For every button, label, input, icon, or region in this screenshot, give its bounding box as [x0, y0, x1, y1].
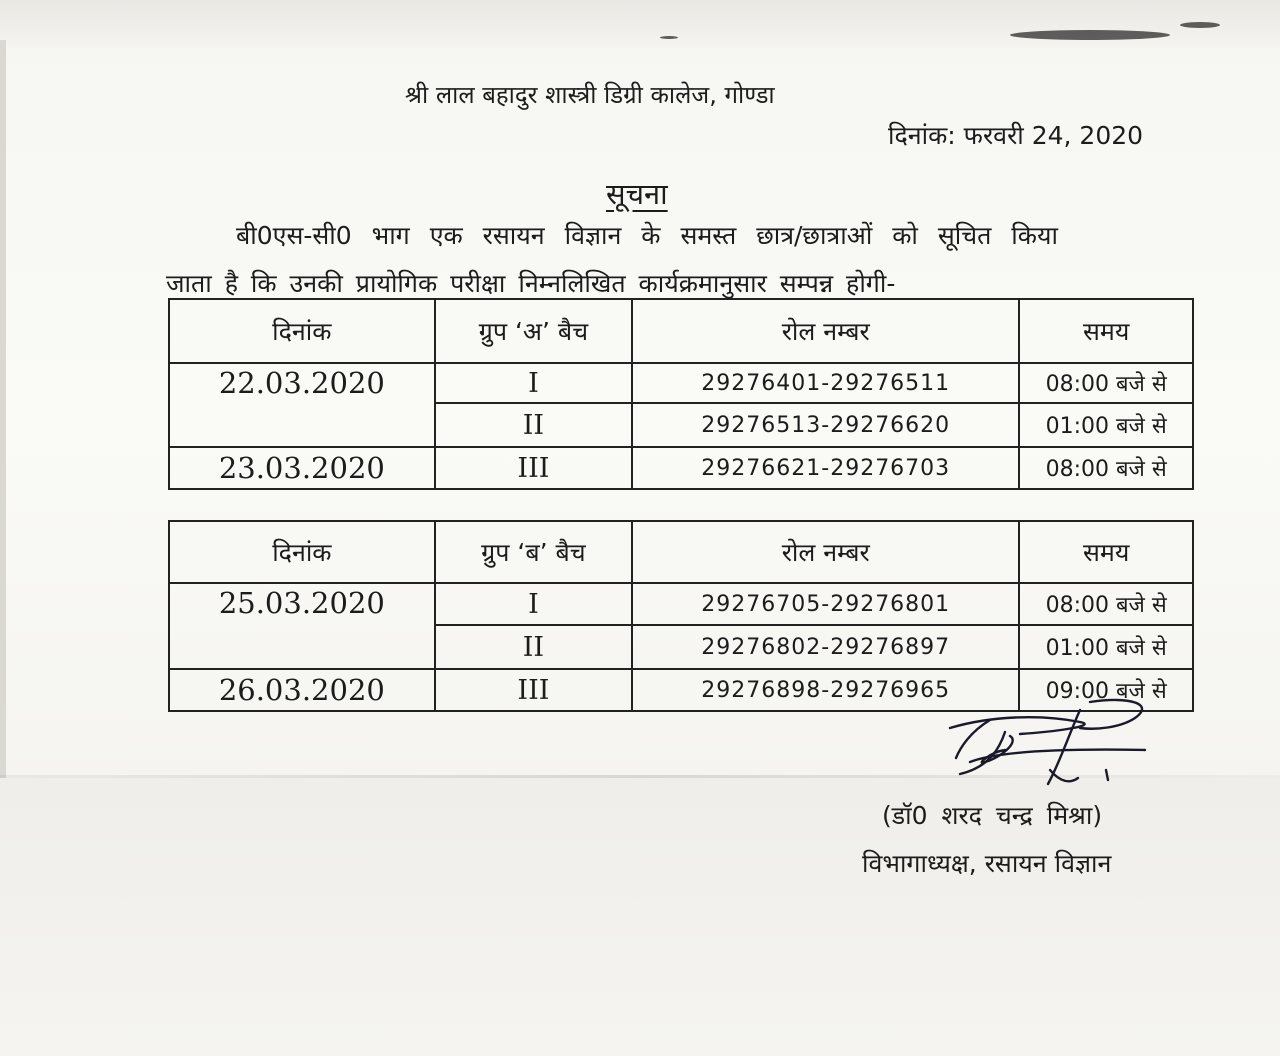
batch-cell: III [435, 669, 632, 711]
notice-paragraph-line-2: जाता है कि उनकी प्रायोगिक परीक्षा निम्नलिखित कार्यक्रमानुसार सम्पन्न होगी- [166, 269, 896, 298]
roll-number-cell: 29276621-29276703 [632, 447, 1019, 489]
batch-cell: III [435, 447, 632, 489]
ink-smudge [1010, 30, 1170, 40]
signature-image [930, 692, 1190, 802]
roll-number-cell: 29276898-29276965 [632, 669, 1019, 711]
table-header-row [169, 521, 1193, 583]
time-cell: 01:00 बजे से [1019, 403, 1193, 447]
header-batch: ग्रुप ‘अ’ बैच [435, 299, 632, 363]
batch-cell: I [435, 363, 632, 403]
roll-number-cell: 29276705-29276801 [632, 583, 1019, 625]
signatory-designation: विभागाध्यक्ष, रसायन विज्ञान [862, 849, 1112, 878]
header-roll-number: रोल नम्बर [632, 521, 1019, 583]
header-time: समय [1019, 299, 1193, 363]
ink-smudge [1180, 22, 1220, 28]
table-row [169, 583, 1193, 625]
roll-number-cell: 29276513-29276620 [632, 403, 1019, 447]
time-cell: 01:00 बजे से [1019, 625, 1193, 669]
signatory-name: (डॉ0 शरद चन्द्र मिश्रा) [882, 801, 1103, 830]
college-name: श्री लाल बहादुर शास्त्री डिग्री कालेज, गोण्डा [405, 81, 775, 109]
batch-cell: I [435, 583, 632, 625]
header-roll-number: रोल नम्बर [632, 299, 1019, 363]
date-cell: 26.03.2020 [169, 669, 435, 711]
ink-smudge [660, 36, 678, 39]
time-cell: 08:00 बजे से [1019, 363, 1193, 403]
header-date: दिनांक [169, 521, 435, 583]
time-cell: 09:00 बजे से [1019, 669, 1193, 711]
time-cell: 08:00 बजे से [1019, 583, 1193, 625]
date-cell: 25.03.2020 [169, 583, 435, 669]
group-a-schedule-table [168, 298, 1194, 490]
header-time: समय [1019, 521, 1193, 583]
header-batch: ग्रुप ‘ब’ बैच [435, 521, 632, 583]
batch-cell: II [435, 403, 632, 447]
table-row [169, 447, 1193, 489]
notice-date: दिनांक: फरवरी 24, 2020 [888, 121, 1144, 150]
paper-top-edge [0, 0, 1280, 48]
date-cell: 23.03.2020 [169, 447, 435, 489]
date-cell: 22.03.2020 [169, 363, 435, 447]
paper-left-edge [0, 40, 6, 780]
batch-cell: II [435, 625, 632, 669]
table-header-row [169, 299, 1193, 363]
time-cell: 08:00 बजे से [1019, 447, 1193, 489]
roll-number-cell: 29276401-29276511 [632, 363, 1019, 403]
group-b-schedule-table [168, 520, 1194, 712]
notice-paragraph-line-1: बी0एस-सी0 भाग एक रसायन विज्ञान के समस्त छात्र/छात्राओं को सूचित किया [236, 221, 1058, 250]
roll-number-cell: 29276802-29276897 [632, 625, 1019, 669]
table-row [169, 363, 1193, 403]
notice-heading: सूचना [606, 177, 668, 211]
header-date: दिनांक [169, 299, 435, 363]
